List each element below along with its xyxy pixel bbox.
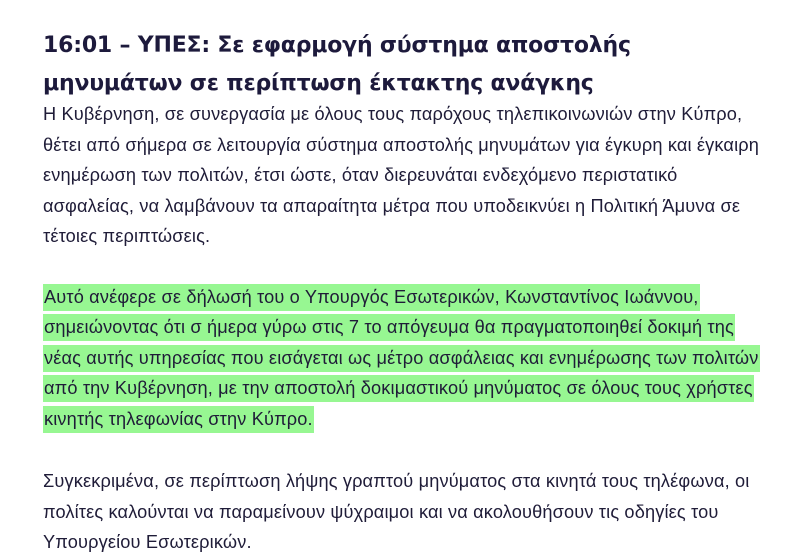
paragraph-intro: Η Κυβέρνηση, σε συνεργασία με όλους τους παρόχους τηλεπικοινωνιών στην Κύπρο, θέτει από σήμερα σε λειτουργία σύστημα αποστολής μηνυμάτων για έγκυρη και έγκαιρη ενημέρωση των πολιτών, έτσι ώστε, όταν διερευνάται ενδεχόμενο περιστατικό ασφαλείας, να λαμβάνουν τα απαραίτητα μέτρα που υποδεικνύει η Πολιτική Άμυνα σε τέτοιες περιπτώσεις.	[43, 104, 760, 246]
highlighted-text: Αυτό ανέφερε σε δήλωσή του ο Υπουργός Εσωτερικών, Κωνσταντίνος Ιωάννου, σημειώνοντας ότι σ ήμερα γύρω στις 7 το απόγευμα θα πραγματοποιηθεί δοκιμή της νέας αυτής υπηρεσίας που εισάγεται ως μέτρο ασφάλειας και ενημέρωσης των πολιτών από την Κυβέρνηση, με την αποστολή δοκιμαστικού μηνύματος σε όλους τους χρήστες κινητής τηλεφωνίας στην Κύπρο.	[43, 284, 760, 433]
article-headline: 16:01 – ΥΠΕΣ: Σε εφαρμογή σύστημα αποστολής μηνυμάτων σε περίπτωση έκτακτης ανάγκης	[43, 33, 631, 96]
paragraph-instructions: Συγκεκριμένα, σε περίπτωση λήψης γραπτού μηνύματος στα κινητά τους τηλέφωνα, οι πολίτες καλούνται να παραμείνουν ψύχραιμοι και να ακολουθήσουν τις οδηγίες του Υπουργείου Εσωτερικών.	[43, 471, 750, 552]
paragraph-highlighted	[43, 282, 768, 435]
